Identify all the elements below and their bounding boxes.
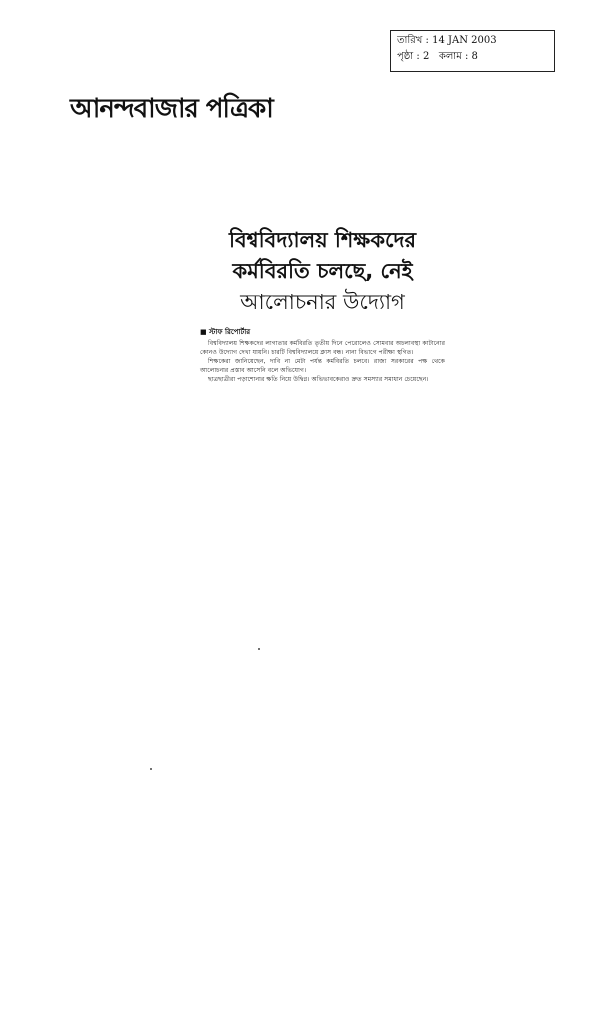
headline-line-2: কর্মবিরতি চলছে, নেই <box>232 259 413 283</box>
stamp-page-value: 2 <box>422 51 430 62</box>
article-byline: ■ স্টাফ রিপোর্টার <box>200 328 251 336</box>
archive-stamp <box>390 30 555 72</box>
stamp-date-label: তারিখ <box>397 35 423 46</box>
newspaper-masthead: আনন্দবাজার পত্রিকা <box>70 94 273 124</box>
stamp-page-label: পৃষ্ঠা <box>397 51 414 62</box>
stamp-page-row: পৃষ্ঠা : 2 কলাম : 8 <box>397 51 478 62</box>
article-headline <box>200 225 445 318</box>
article-body <box>200 340 445 385</box>
article-paragraph: বিশ্ববিদ্যালয় শিক্ষকদের লাগাতার কর্মবিরতি তৃতীয় দিনে পেরোলেও সোমবার অচলাবস্থা কাটানোর কোনও উদ্যোগ দেখা যায়নি। চারটি বিশ্ববিদ্যালয়ে ক্লাস বন্ধ। নানা বিভাগে পরীক্ষা স্থগিত। <box>200 340 445 356</box>
headline-line-3: আলোচনার উদ্যোগ <box>240 290 405 314</box>
headline-line-1: বিশ্ববিদ্যালয় শিক্ষকদের <box>228 228 417 252</box>
scan-speck <box>258 648 260 650</box>
article-paragraph: ছাত্রছাত্রীরা পড়াশোনার ক্ষতি নিয়ে উদ্বিগ্ন। অভিভাবকেরাও দ্রুত সমস্যার সমাধান চেয়েছেন। <box>208 376 429 383</box>
stamp-date-value: 14 JAN 2003 <box>432 35 497 46</box>
article-paragraph: শিক্ষকেরা জানিয়েছেন, দাবি না মেটা পর্যন্ত কর্মবিরতি চলবে। রাজ্য সরকারের পক্ষ থেকে আলোচনার প্রস্তাব আসেনি বলে অভিযোগ। <box>200 358 445 374</box>
stamp-column-label: কলাম <box>438 51 462 62</box>
scan-speck <box>150 768 152 770</box>
news-clipping <box>200 225 445 386</box>
stamp-date-row: তারিখ : 14 JAN 2003 <box>397 35 497 46</box>
stamp-column-value: 8 <box>471 51 478 62</box>
